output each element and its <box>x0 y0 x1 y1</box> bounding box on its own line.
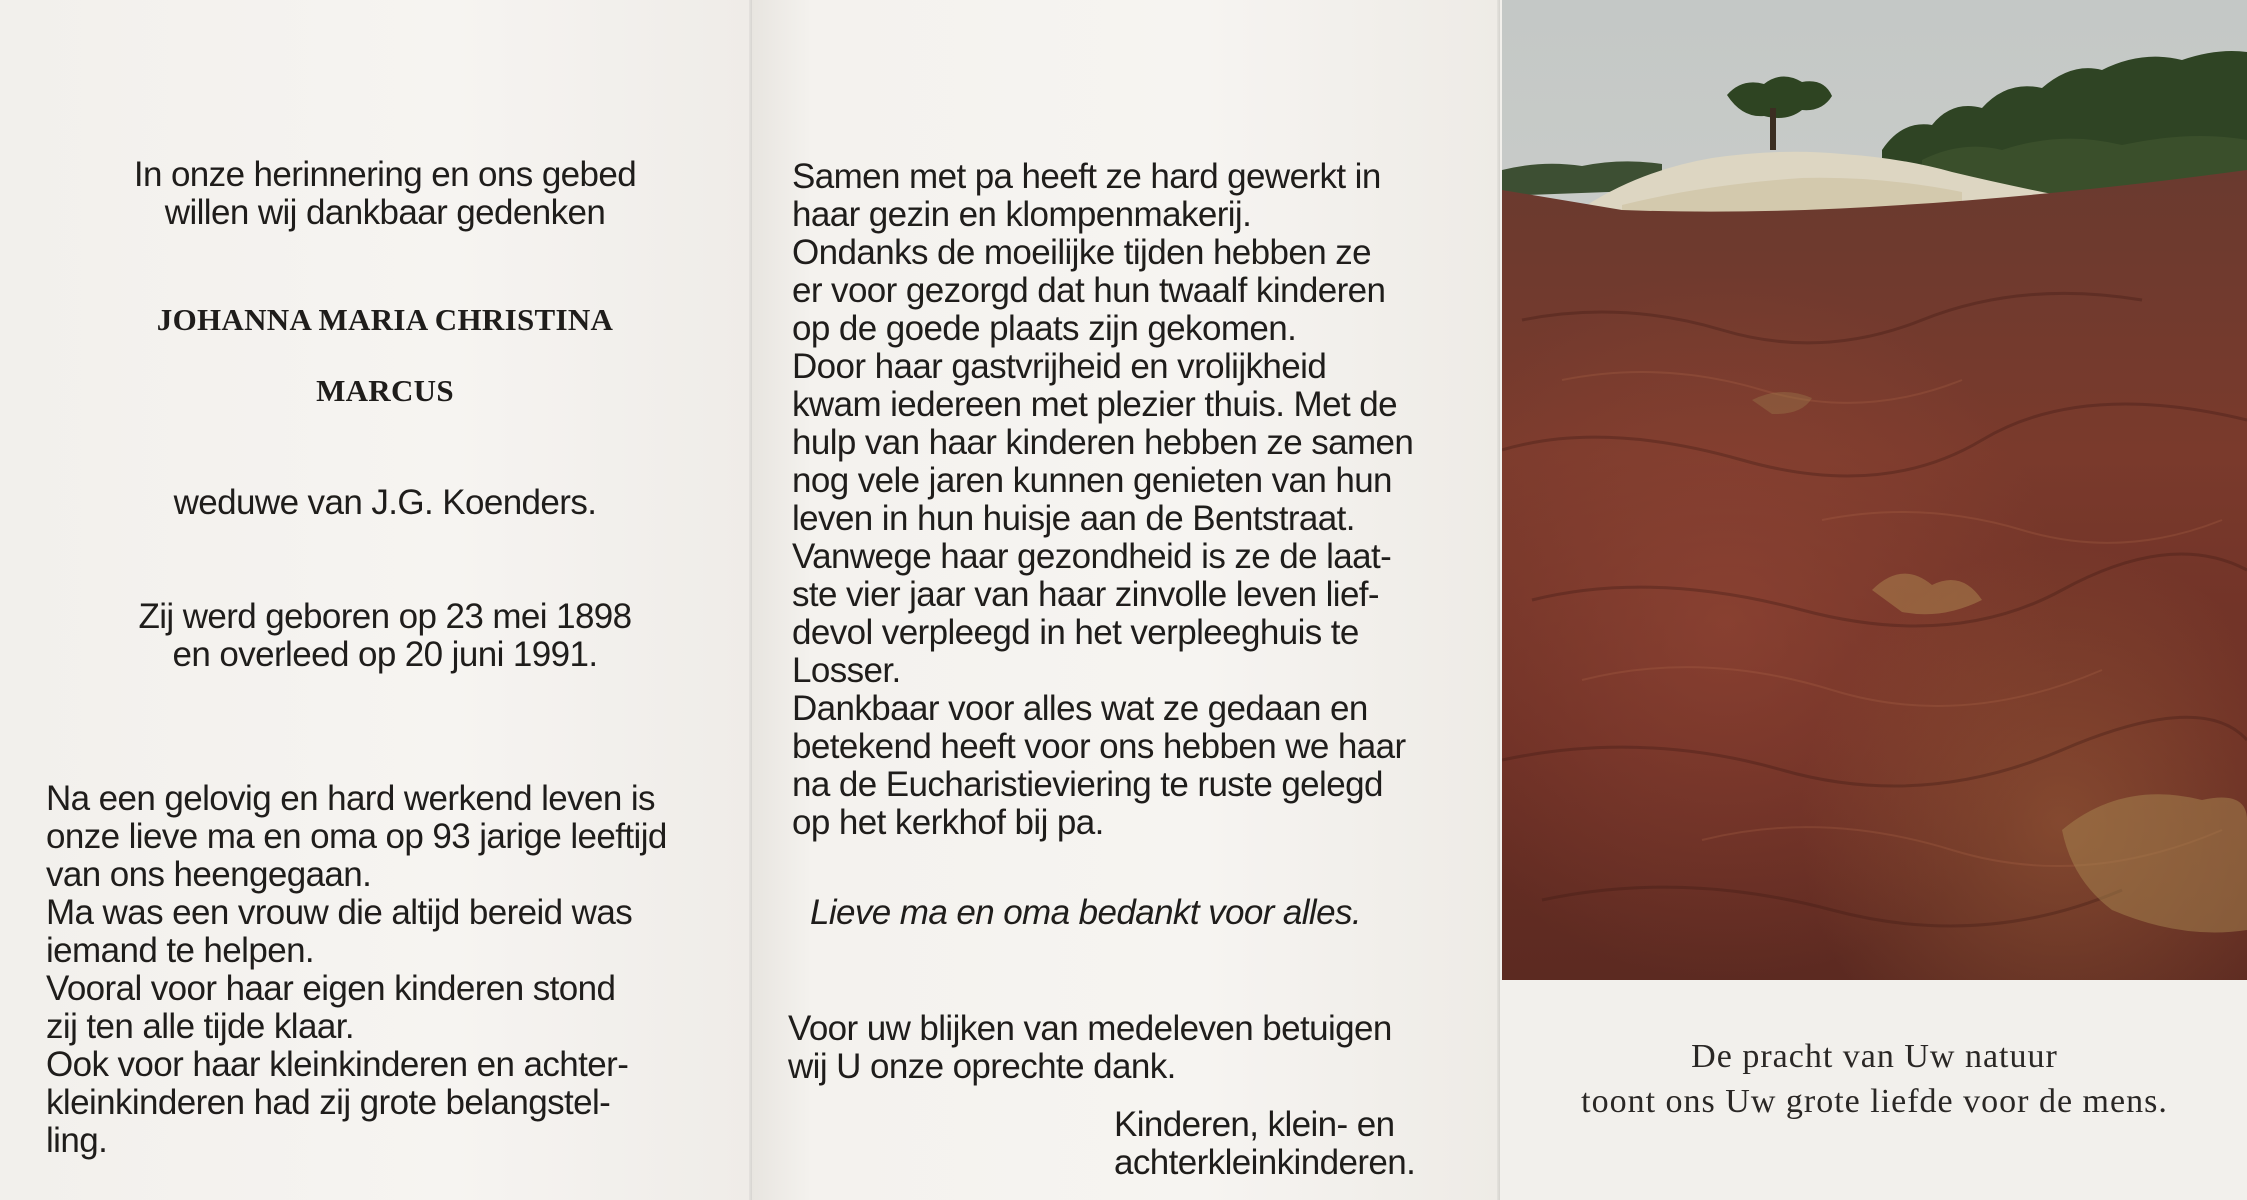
signature-line: Kinderen, klein- en <box>1114 1105 1395 1144</box>
body-line: op het kerkhof bij pa. <box>792 803 1104 842</box>
body-line: Ook voor haar kleinkinderen en achter- <box>46 1045 629 1084</box>
thanks-text <box>788 1010 1468 1086</box>
widow-of <box>60 484 710 522</box>
life-dates <box>60 598 710 674</box>
heathland-landscape-image <box>1502 0 2247 980</box>
intro-line: In onze herinnering en ons gebed <box>133 155 637 194</box>
body-line: kleinkinderen had zij grote belangstel- <box>46 1083 611 1122</box>
deceased-surname <box>60 373 710 409</box>
body-line: devol verpleegd in het verpleeghuis te <box>792 613 1359 652</box>
photo-caption <box>1502 1034 2247 1124</box>
intro-line: willen wij dankbaar gedenken <box>164 193 606 232</box>
dates-line: Zij werd geboren op 23 mei 1898 <box>138 597 632 636</box>
body-line: ling. <box>46 1121 108 1160</box>
thanks-line: Voor uw blijken van medeleven betuigen <box>788 1009 1392 1048</box>
dates-line: en overleed op 20 juni 1991. <box>172 635 598 674</box>
body-line: na de Eucharistieviering te ruste gelegd <box>792 765 1383 804</box>
body-line: Vanwege haar gezondheid is ze de laat- <box>792 537 1392 576</box>
body-line: Na een gelovig en hard werkend leven is <box>46 779 655 818</box>
caption-line: toont ons Uw grote liefde voor de mens. <box>1581 1083 2168 1120</box>
body-line: zij ten alle tijde klaar. <box>46 1007 354 1046</box>
body-line: betekend heeft voor ons hebben we haar <box>792 727 1406 766</box>
body-line: Door haar gastvrijheid en vrolijkheid <box>792 347 1327 386</box>
body-line: Vooral voor haar eigen kinderen stond <box>46 969 616 1008</box>
farewell-text <box>810 894 1470 932</box>
farewell-line: Lieve ma en oma bedankt voor alles. <box>810 893 1361 932</box>
body-line: leven in hun huisje aan de Bentstraat. <box>792 499 1355 538</box>
body-line: kwam iedereen met plezier thuis. Met de <box>792 385 1397 424</box>
intro-text <box>60 156 710 232</box>
heathland-photo <box>1502 0 2247 980</box>
body-line: ste vier jaar van haar zinvolle leven lief- <box>792 575 1379 614</box>
widow-of-text: weduwe van J.G. Koenders. <box>173 483 597 522</box>
body-line: onze lieve ma en oma op 93 jarige leeftijd <box>46 817 667 856</box>
body-line: van ons heengegaan. <box>46 855 372 894</box>
left-body-text <box>46 780 711 1160</box>
signature-line: achterkleinkinderen. <box>1114 1143 1416 1182</box>
left-panel <box>0 0 752 1200</box>
body-line: er voor gezorgd dat hun twaalf kinderen <box>792 271 1386 310</box>
body-line: Losser. <box>792 651 901 690</box>
body-line: op de goede plaats zijn gekomen. <box>792 309 1297 348</box>
body-line: nog vele jaren kunnen genieten van hun <box>792 461 1392 500</box>
surname-line: MARCUS <box>316 373 454 408</box>
name-line: JOHANNA MARIA CHRISTINA <box>156 302 614 337</box>
body-line: iemand te helpen. <box>46 931 315 970</box>
body-line: Ondanks de moeilijke tijden hebben ze <box>792 233 1372 272</box>
body-line: Dankbaar voor alles wat ze gedaan en <box>792 689 1368 728</box>
body-line: haar gezin en klompenmakerij. <box>792 195 1252 234</box>
body-line: Samen met pa heeft ze hard gewerkt in <box>792 157 1381 196</box>
signature <box>1114 1106 1474 1182</box>
thanks-line: wij U onze oprechte dank. <box>788 1047 1176 1086</box>
middle-panel <box>752 0 1500 1200</box>
deceased-name <box>60 302 710 338</box>
body-line: hulp van haar kinderen hebben ze samen <box>792 423 1414 462</box>
caption-line: De pracht van Uw natuur <box>1691 1038 2058 1075</box>
body-line: Ma was een vrouw die altijd bereid was <box>46 893 633 932</box>
middle-body-text <box>792 158 1467 842</box>
